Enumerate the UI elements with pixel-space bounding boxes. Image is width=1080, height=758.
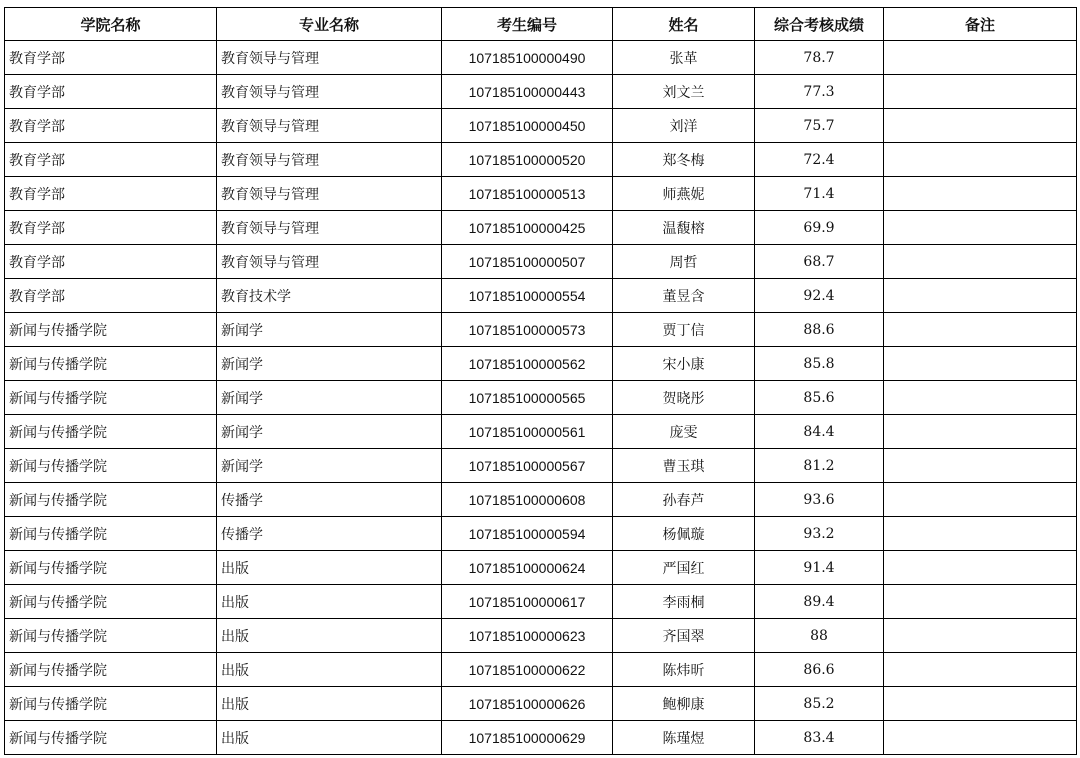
cell-major: 教育领导与管理 [217,109,442,143]
cell-college: 教育学部 [5,41,217,75]
cell-major: 教育技术学 [217,279,442,313]
cell-college: 教育学部 [5,75,217,109]
cell-score: 85.2 [755,687,884,721]
cell-major: 传播学 [217,517,442,551]
table-row [5,687,1077,721]
table-row [5,381,1077,415]
table-body [5,41,1077,755]
cell-remarks [884,313,1077,347]
cell-major: 教育领导与管理 [217,41,442,75]
cell-name: 庞雯 [613,415,755,449]
cell-remarks [884,721,1077,755]
cell-candidate-id: 107185100000507 [442,245,613,279]
table-row [5,177,1077,211]
cell-college: 新闻与传播学院 [5,619,217,653]
cell-name: 周哲 [613,245,755,279]
cell-college: 新闻与传播学院 [5,381,217,415]
cell-score: 72.4 [755,143,884,177]
cell-remarks [884,551,1077,585]
cell-college: 新闻与传播学院 [5,517,217,551]
cell-candidate-id: 107185100000562 [442,347,613,381]
cell-college: 新闻与传播学院 [5,653,217,687]
cell-major: 出版 [217,551,442,585]
cell-score: 83.4 [755,721,884,755]
header-remarks: 备注 [884,8,1077,41]
cell-name: 陈瑾煜 [613,721,755,755]
table-row [5,483,1077,517]
table-row [5,721,1077,755]
cell-major: 新闻学 [217,347,442,381]
cell-score: 93.6 [755,483,884,517]
cell-college: 新闻与传播学院 [5,585,217,619]
cell-score: 71.4 [755,177,884,211]
cell-name: 宋小康 [613,347,755,381]
cell-score: 91.4 [755,551,884,585]
cell-remarks [884,211,1077,245]
cell-candidate-id: 107185100000565 [442,381,613,415]
cell-score: 68.7 [755,245,884,279]
cell-candidate-id: 107185100000623 [442,619,613,653]
cell-college: 新闻与传播学院 [5,551,217,585]
header-row [5,8,1077,41]
cell-college: 新闻与传播学院 [5,313,217,347]
cell-name: 鲍柳康 [613,687,755,721]
cell-major: 传播学 [217,483,442,517]
cell-score: 85.6 [755,381,884,415]
cell-remarks [884,687,1077,721]
header-candidate-id: 考生编号 [442,8,613,41]
cell-remarks [884,245,1077,279]
cell-name: 董昱含 [613,279,755,313]
table-row [5,517,1077,551]
cell-major: 新闻学 [217,313,442,347]
cell-score: 69.9 [755,211,884,245]
cell-candidate-id: 107185100000513 [442,177,613,211]
cell-candidate-id: 107185100000626 [442,687,613,721]
cell-name: 陈炜昕 [613,653,755,687]
cell-candidate-id: 107185100000573 [442,313,613,347]
cell-college: 教育学部 [5,177,217,211]
cell-score: 81.2 [755,449,884,483]
table-row [5,279,1077,313]
table-row [5,347,1077,381]
cell-college: 教育学部 [5,245,217,279]
cell-remarks [884,415,1077,449]
table-row [5,653,1077,687]
cell-remarks [884,381,1077,415]
header-college: 学院名称 [5,8,217,41]
cell-name: 贺晓彤 [613,381,755,415]
cell-candidate-id: 107185100000490 [442,41,613,75]
header-name: 姓名 [613,8,755,41]
table-row [5,415,1077,449]
table-row [5,109,1077,143]
cell-remarks [884,585,1077,619]
cell-score: 85.8 [755,347,884,381]
cell-name: 刘洋 [613,109,755,143]
cell-name: 孙春芦 [613,483,755,517]
cell-remarks [884,483,1077,517]
cell-name: 曹玉琪 [613,449,755,483]
table-row [5,313,1077,347]
cell-candidate-id: 107185100000554 [442,279,613,313]
cell-remarks [884,449,1077,483]
cell-college: 新闻与传播学院 [5,347,217,381]
cell-college: 教育学部 [5,211,217,245]
cell-college: 新闻与传播学院 [5,449,217,483]
table-row [5,245,1077,279]
cell-major: 教育领导与管理 [217,211,442,245]
cell-major: 新闻学 [217,381,442,415]
cell-candidate-id: 107185100000561 [442,415,613,449]
cell-college: 教育学部 [5,109,217,143]
cell-name: 齐国翠 [613,619,755,653]
results-table [4,7,1077,755]
table-row [5,211,1077,245]
cell-major: 出版 [217,619,442,653]
cell-score: 92.4 [755,279,884,313]
cell-remarks [884,75,1077,109]
cell-college: 新闻与传播学院 [5,415,217,449]
cell-candidate-id: 107185100000608 [442,483,613,517]
cell-college: 新闻与传播学院 [5,721,217,755]
cell-name: 杨佩璇 [613,517,755,551]
cell-college: 新闻与传播学院 [5,687,217,721]
header-score: 综合考核成绩 [755,8,884,41]
cell-remarks [884,41,1077,75]
cell-major: 教育领导与管理 [217,177,442,211]
cell-score: 88 [755,619,884,653]
cell-score: 88.6 [755,313,884,347]
cell-college: 新闻与传播学院 [5,483,217,517]
cell-major: 教育领导与管理 [217,143,442,177]
cell-name: 郑冬梅 [613,143,755,177]
cell-score: 78.7 [755,41,884,75]
cell-college: 教育学部 [5,279,217,313]
cell-major: 教育领导与管理 [217,245,442,279]
cell-candidate-id: 107185100000622 [442,653,613,687]
table-row [5,619,1077,653]
table-row [5,75,1077,109]
cell-candidate-id: 107185100000617 [442,585,613,619]
cell-remarks [884,517,1077,551]
header-major: 专业名称 [217,8,442,41]
cell-major: 新闻学 [217,449,442,483]
cell-name: 严国红 [613,551,755,585]
cell-candidate-id: 107185100000594 [442,517,613,551]
table-row [5,41,1077,75]
table-row [5,551,1077,585]
cell-score: 84.4 [755,415,884,449]
cell-major: 出版 [217,687,442,721]
cell-major: 出版 [217,585,442,619]
cell-candidate-id: 107185100000520 [442,143,613,177]
cell-name: 刘文兰 [613,75,755,109]
cell-name: 温馥榕 [613,211,755,245]
cell-remarks [884,653,1077,687]
cell-major: 出版 [217,721,442,755]
cell-score: 86.6 [755,653,884,687]
cell-remarks [884,619,1077,653]
cell-remarks [884,347,1077,381]
cell-score: 77.3 [755,75,884,109]
cell-candidate-id: 107185100000450 [442,109,613,143]
cell-remarks [884,279,1077,313]
cell-college: 教育学部 [5,143,217,177]
cell-candidate-id: 107185100000629 [442,721,613,755]
cell-major: 出版 [217,653,442,687]
cell-name: 贾丁信 [613,313,755,347]
cell-candidate-id: 107185100000443 [442,75,613,109]
cell-major: 教育领导与管理 [217,75,442,109]
table-row [5,449,1077,483]
cell-score: 93.2 [755,517,884,551]
cell-major: 新闻学 [217,415,442,449]
table-row [5,143,1077,177]
cell-remarks [884,177,1077,211]
cell-name: 师燕妮 [613,177,755,211]
cell-name: 李雨桐 [613,585,755,619]
cell-score: 75.7 [755,109,884,143]
table-row [5,585,1077,619]
cell-candidate-id: 107185100000624 [442,551,613,585]
cell-remarks [884,143,1077,177]
cell-score: 89.4 [755,585,884,619]
cell-name: 张革 [613,41,755,75]
cell-candidate-id: 107185100000425 [442,211,613,245]
cell-candidate-id: 107185100000567 [442,449,613,483]
cell-remarks [884,109,1077,143]
